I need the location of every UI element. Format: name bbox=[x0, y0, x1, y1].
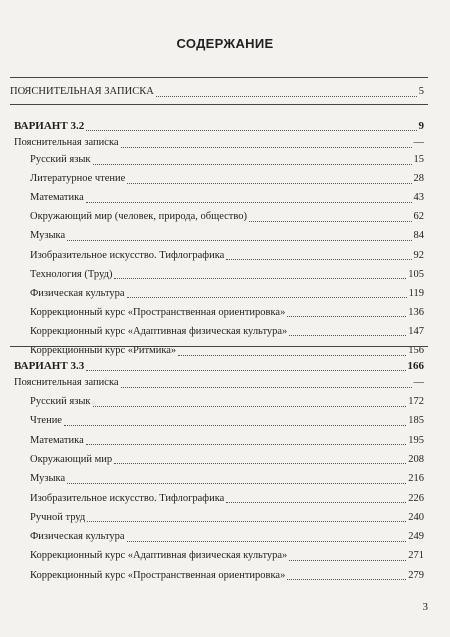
toc-entry-text: Пояснительная записка bbox=[14, 377, 119, 388]
toc-entry-text: ВАРИАНТ 3.3 bbox=[14, 360, 85, 372]
toc-entry-text: Коррекционный курс «Пространственная ориентировка» bbox=[30, 306, 286, 318]
toc-entry-page: 156 bbox=[408, 345, 424, 356]
toc-item-row[interactable] bbox=[30, 531, 424, 543]
toc-entry-page: 119 bbox=[408, 287, 424, 299]
toc-entry-text: Математика bbox=[30, 192, 84, 204]
leader-dots bbox=[156, 88, 417, 97]
leader-dots bbox=[226, 494, 406, 503]
leader-dots bbox=[249, 213, 411, 222]
toc-item-row[interactable] bbox=[30, 192, 424, 204]
toc-entry-page: 147 bbox=[408, 325, 424, 337]
leader-dots bbox=[64, 417, 406, 426]
toc-entry-text: Физическая культура bbox=[30, 531, 125, 543]
toc-entry-text: Пояснительная записка bbox=[14, 137, 119, 148]
toc-section-heading[interactable] bbox=[14, 120, 424, 132]
leader-dots bbox=[67, 475, 406, 484]
toc-entry-page: — bbox=[413, 137, 424, 148]
toc-entry-text: Музыка bbox=[30, 473, 66, 485]
toc-entry-text: Физическая культура bbox=[30, 287, 125, 299]
leader-dots bbox=[87, 513, 406, 522]
toc-entry-text: Чтение bbox=[30, 415, 62, 427]
toc-entry-text: ВАРИАНТ 3.2 bbox=[14, 120, 85, 132]
toc-entry-text: Изобразительное искусство. Тифлографика bbox=[30, 249, 225, 261]
toc-entry-page: 195 bbox=[408, 434, 424, 446]
toc-item-row[interactable] bbox=[30, 415, 424, 427]
leader-dots bbox=[121, 379, 412, 388]
leader-dots bbox=[226, 251, 411, 260]
toc-entry-text: Музыка bbox=[30, 230, 66, 242]
leader-dots bbox=[127, 289, 407, 298]
leader-dots bbox=[121, 139, 412, 148]
toc-entry-page: 9 bbox=[418, 120, 424, 132]
toc-entry-page: 279 bbox=[408, 569, 424, 581]
toc-entry-text: Коррекционный курс «Ритмика» bbox=[30, 345, 177, 356]
toc-section-heading[interactable] bbox=[14, 360, 424, 372]
leader-dots bbox=[67, 232, 411, 241]
divider bbox=[10, 346, 428, 347]
toc-entry-page: 216 bbox=[408, 473, 424, 485]
toc-item-row[interactable] bbox=[30, 570, 424, 582]
toc-entry-page: 249 bbox=[408, 531, 424, 543]
page-number: 3 bbox=[422, 601, 428, 613]
toc-note-row[interactable] bbox=[14, 137, 424, 149]
toc-item-row[interactable] bbox=[30, 288, 424, 300]
toc-entry-page: 84 bbox=[413, 230, 424, 242]
toc-intro-row[interactable] bbox=[10, 86, 424, 98]
toc-entry-page: — bbox=[413, 377, 424, 388]
toc-entry-text: Окружающий мир (человек, природа, общество) bbox=[30, 211, 248, 223]
toc-item-row[interactable] bbox=[30, 550, 424, 562]
toc-entry-page: 28 bbox=[413, 173, 424, 185]
toc-item-row[interactable] bbox=[30, 230, 424, 242]
divider bbox=[10, 104, 428, 105]
leader-dots bbox=[86, 122, 416, 131]
toc-item-row[interactable] bbox=[30, 454, 424, 466]
toc-entry-page: 92 bbox=[413, 249, 424, 261]
leader-dots bbox=[178, 347, 406, 356]
toc-entry-page: 271 bbox=[408, 550, 424, 562]
leader-dots bbox=[93, 156, 412, 165]
leader-dots bbox=[127, 533, 407, 542]
toc-note-row[interactable] bbox=[14, 377, 424, 389]
toc-entry-page: 208 bbox=[408, 453, 424, 465]
leader-dots bbox=[289, 552, 406, 561]
toc-item-row[interactable] bbox=[30, 154, 424, 166]
leader-dots bbox=[127, 175, 411, 184]
toc-entry-page: 136 bbox=[408, 306, 424, 318]
page-title: СОДЕРЖАНИЕ bbox=[176, 36, 274, 51]
toc-item-row[interactable] bbox=[30, 250, 424, 262]
toc-item-row[interactable] bbox=[30, 512, 424, 524]
toc-entry-text: Ручной труд bbox=[30, 511, 86, 523]
toc-entry-page: 172 bbox=[408, 396, 424, 407]
toc-entry-text: Окружающий мир bbox=[30, 453, 113, 465]
toc-item-row[interactable] bbox=[30, 211, 424, 223]
toc-entry-page: 5 bbox=[418, 86, 424, 97]
divider bbox=[10, 77, 428, 78]
leader-dots bbox=[289, 327, 406, 336]
toc-item-row[interactable] bbox=[30, 307, 424, 319]
toc-entry-page: 43 bbox=[413, 192, 424, 204]
toc-entry-page: 15 bbox=[413, 154, 424, 165]
toc-item-row[interactable] bbox=[30, 269, 424, 281]
leader-dots bbox=[86, 362, 405, 371]
toc-entry-page: 105 bbox=[408, 268, 424, 280]
toc-item-row[interactable] bbox=[30, 173, 424, 185]
toc-entry-text: Математика bbox=[30, 434, 84, 446]
toc-entry-text: Русский язык bbox=[30, 396, 91, 407]
toc-entry-page: 185 bbox=[408, 415, 424, 427]
toc-entry-page: 166 bbox=[407, 360, 424, 372]
toc-entry-text: ПОЯСНИТЕЛЬНАЯ ЗАПИСКА bbox=[10, 86, 154, 97]
leader-dots bbox=[93, 398, 407, 407]
toc-item-row[interactable] bbox=[30, 493, 424, 505]
toc-item-row[interactable] bbox=[30, 435, 424, 447]
leader-dots bbox=[287, 308, 406, 317]
toc-entry-text: Изобразительное искусство. Тифлографика bbox=[30, 492, 225, 504]
toc-entry-text: Коррекционный курс «Адаптивная физическая культура» bbox=[30, 550, 288, 562]
leader-dots bbox=[114, 455, 406, 464]
toc-entry-text: Коррекционный курс «Адаптивная физическая культура» bbox=[30, 325, 288, 337]
leader-dots bbox=[287, 571, 406, 580]
toc-entry-page: 62 bbox=[413, 211, 424, 223]
toc-item-row[interactable] bbox=[30, 326, 424, 338]
leader-dots bbox=[114, 270, 406, 279]
toc-entry-page: 240 bbox=[408, 511, 424, 523]
toc-item-row[interactable] bbox=[30, 396, 424, 408]
toc-entry-text: Коррекционный курс «Пространственная ориентировка» bbox=[30, 569, 286, 581]
toc-entry-text: Литературное чтение bbox=[30, 173, 126, 185]
leader-dots bbox=[86, 436, 407, 445]
toc-item-row[interactable] bbox=[30, 473, 424, 485]
toc-entry-text: Русский язык bbox=[30, 154, 91, 165]
leader-dots bbox=[86, 194, 412, 203]
toc-entry-text: Технология (Труд) bbox=[30, 268, 113, 280]
toc-entry-page: 226 bbox=[408, 492, 424, 504]
